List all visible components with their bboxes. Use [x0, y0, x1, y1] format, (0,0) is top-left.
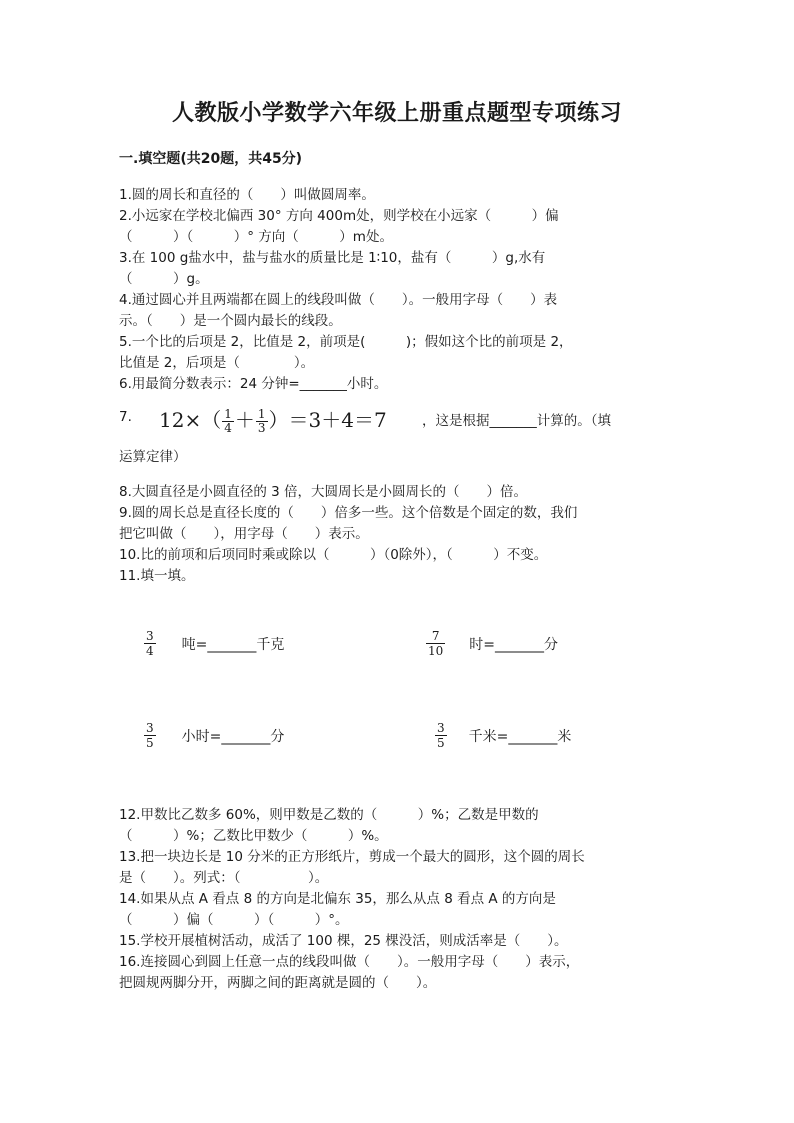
fill-item-text: 时=_______分	[469, 636, 559, 653]
question-15: 15.学校开展植树活动，成活了 100 棵，25 棵没活，则成活率是（ ）。	[119, 933, 568, 949]
question-4-line-2: 示。（ ）是一个圆内最长的线段。	[119, 313, 342, 329]
question-14-line-2: （ ）偏（ ）（ ）°。	[119, 912, 349, 928]
question-12-line-1: 12.甲数比乙数多 60%，则甲数是乙数的（ ）%；乙数是甲数的	[119, 807, 539, 823]
question-7	[119, 402, 679, 438]
question-7-line-2: 运算定律）	[119, 449, 187, 465]
fraction: $\frac{3}{5}$	[437, 721, 445, 750]
question-16-line-2: 把圆规两脚分开，两脚之间的距离就是圆的（ ）。	[119, 975, 437, 991]
question-14-line-1: 14.如果从点 A 看点 8 的方向是北偏东 35，那么从点 8 看点 A 的方向是	[119, 891, 556, 907]
question-8: 8.大圆直径是小圆直径的 3 倍，大圆周长是小圆周长的（ ）倍。	[119, 484, 528, 500]
question-16-line-1: 16.连接圆心到圆上任意一点的线段叫做（ ）。一般用字母（ ）表示，	[119, 954, 580, 970]
fill-item-3	[144, 721, 284, 750]
section-heading: 一.填空题(共20题，共45分)	[119, 151, 303, 167]
question-6: 6.用最简分数表示：24 分钟=_______小时。	[119, 376, 388, 392]
formula-fraction-2: $\frac{1}{3}$	[257, 407, 266, 435]
formula-plus: ＋	[234, 408, 255, 432]
page-title: 人教版小学数学六年级上册重点题型专项练习	[171, 100, 622, 126]
question-1: 1.圆的周长和直径的（ ）叫做圆周率。	[119, 187, 375, 203]
fraction: $\frac{7}{10}$	[428, 629, 444, 658]
question-13-line-1: 13.把一块边长是 10 分米的正方形纸片，剪成一个最大的圆形，这个圆的周长	[119, 849, 585, 865]
formula-prefix: 12×（	[159, 408, 222, 432]
question-7-text: ，这是根据_______计算的。（填	[422, 413, 611, 429]
question-2-line-1: 2.小远家在学校北偏西 30° 方向 400m处，则学校在小远家（ ）偏	[119, 208, 559, 224]
question-9-line-1: 9.圆的周长总是直径长度的（ ）倍多一些。这个倍数是个固定的数，我们	[119, 505, 578, 521]
question-7-number: 7.	[119, 409, 132, 425]
fraction: $\frac{3}{5}$	[146, 721, 154, 750]
question-2-line-2: （ ）（ ）° 方向（ ）m处。	[119, 229, 393, 245]
question-7-formula	[159, 404, 387, 435]
question-4-line-1: 4.通过圆心并且两端都在圆上的线段叫做（ ）。一般用字母（ ）表	[119, 292, 558, 308]
fill-item-4	[435, 721, 571, 750]
question-12-line-2: （ ）%；乙数比甲数少（ ）%。	[119, 828, 388, 844]
question-5-line-1: 5.一个比的后项是 2，比值是 2，前项是( )；假如这个比的前项是 2，	[119, 334, 573, 350]
fill-item-1	[144, 629, 284, 658]
fill-item-text: 吨=_______千克	[181, 636, 285, 653]
question-9-line-2: 把它叫做（ ），用字母（ ）表示。	[119, 526, 369, 542]
fraction: $\frac{3}{4}$	[146, 629, 154, 658]
question-10: 10.比的前项和后项同时乘或除以（ ）（0除外），（ ）不变。	[119, 547, 548, 563]
fill-item-text: 千米=_______米	[468, 728, 572, 745]
question-3-line-2: （ ）g。	[119, 271, 209, 287]
question-11: 11.填一填。	[119, 568, 195, 584]
question-13-line-2: 是（ ）。列式：（ ）。	[119, 870, 329, 886]
question-5-line-2: 比值是 2，后项是（ ）。	[119, 355, 315, 371]
formula-suffix: ）＝3＋4＝7	[268, 408, 387, 432]
question-3-line-1: 3.在 100 g盐水中，盐与盐水的质量比是 1∶10，盐有（ ）g,水有	[119, 250, 546, 266]
fill-item-text: 小时=_______分	[181, 728, 285, 745]
fill-item-2	[426, 629, 558, 658]
formula-fraction-1: $\frac{1}{4}$	[224, 407, 232, 435]
